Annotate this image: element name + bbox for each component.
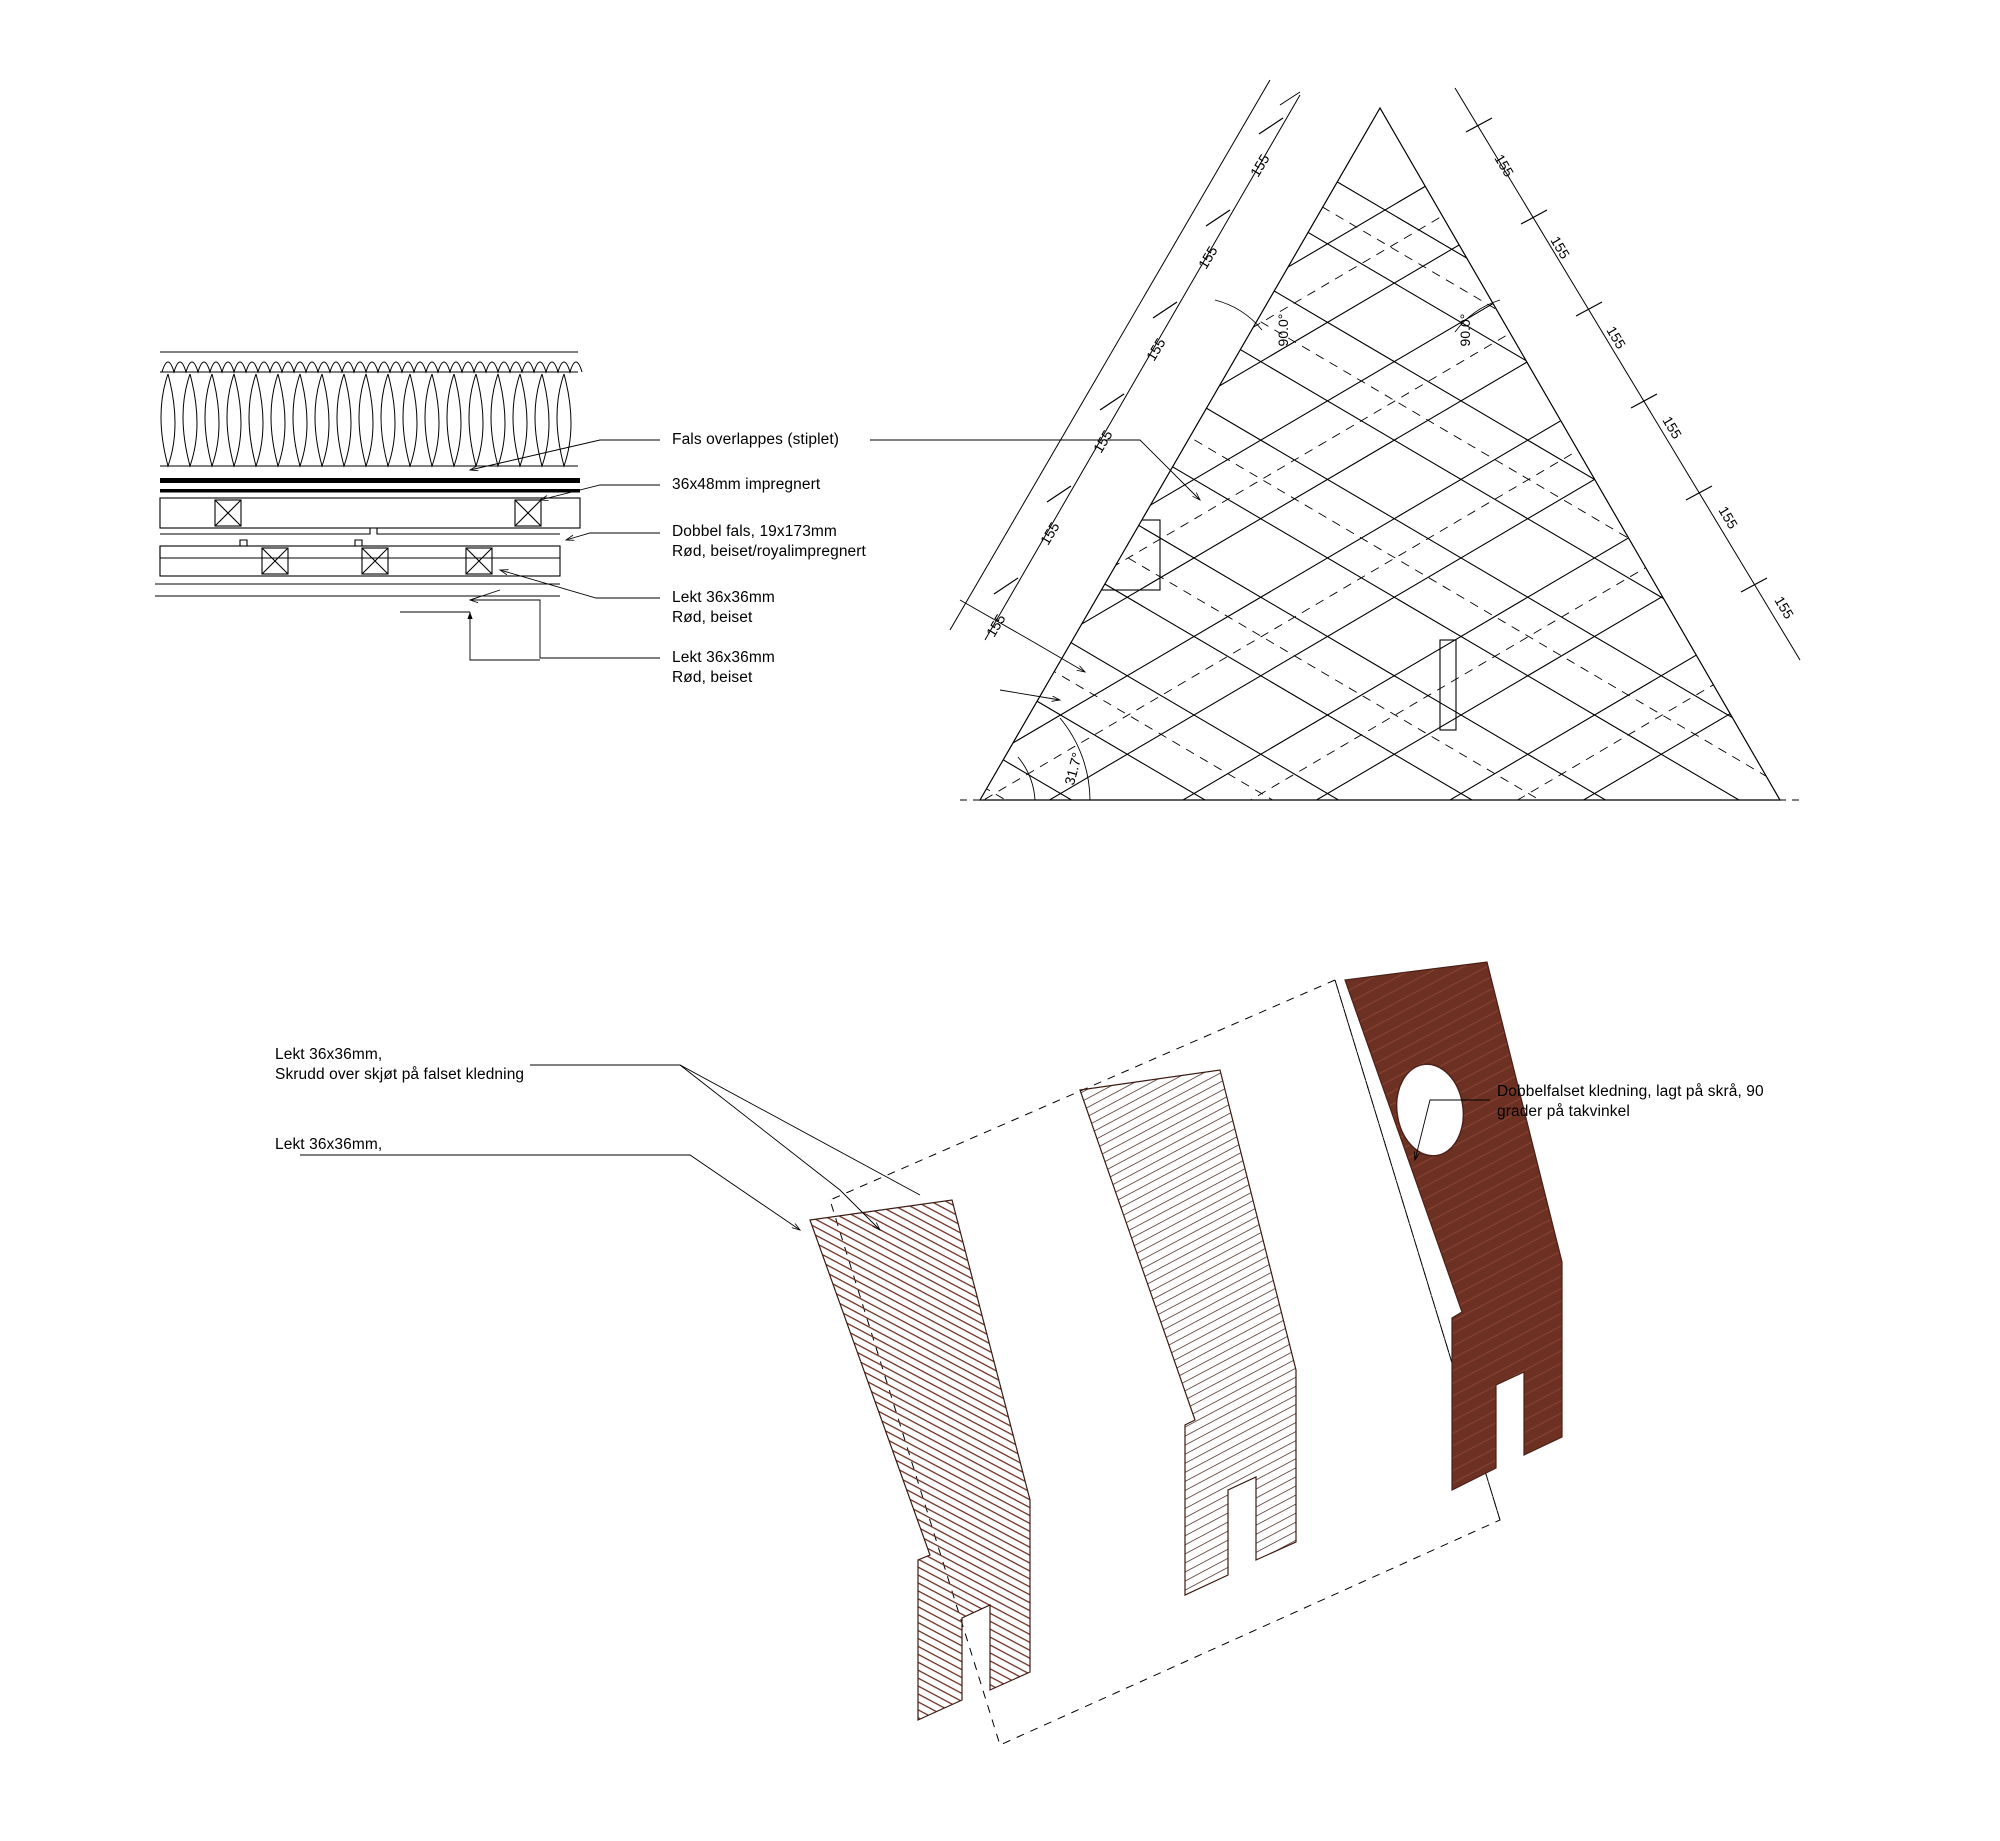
- callout-lekt-2-line1: Lekt 36x36mm: [672, 649, 775, 666]
- callout-lekt-1-line1: Lekt 36x36mm: [672, 589, 775, 606]
- callout-lekt-plain: [275, 1135, 382, 1155]
- callout-dobbel-fals: [672, 522, 866, 562]
- layer-batten-front: [1080, 1070, 1296, 1595]
- callout-dobbel-fals-line1: Dobbel fals, 19x173mm: [672, 523, 837, 540]
- angle-roof-pitch: 31.7°: [1061, 750, 1086, 787]
- callout-fals-overlap: Fals overlappes (stiplet): [672, 431, 840, 448]
- callout-lekt-1: [672, 588, 775, 628]
- dim-right-6: 155: [1771, 593, 1798, 622]
- dim-left-4: 155: [1089, 427, 1116, 456]
- dim-left-3: 155: [1142, 335, 1169, 364]
- callout-lekt-2: [672, 648, 775, 688]
- callout-lekt-1-line2: Rød, beiset: [672, 609, 753, 626]
- dim-left-1: 155: [1246, 151, 1273, 180]
- dim-left-2: 155: [1194, 243, 1221, 272]
- callout-lekt-plain-line1: Lekt 36x36mm,: [275, 1136, 383, 1153]
- layer-batten-back: [810, 1200, 1030, 1720]
- callout-lekt-skrudd-line2: Skrudd over skjøt på falset kledning: [275, 1066, 525, 1083]
- dim-left-6: 155: [982, 611, 1009, 640]
- callout-dobbelfalset-kledning-line1: Dobbelfalset kledning, lagt på skrå, 90: [1497, 1083, 1764, 1100]
- callout-lekt-2-line2: Rød, beiset: [672, 669, 753, 686]
- callout-dobbelfalset-kledning-line2: grader på takvinkel: [1497, 1103, 1630, 1120]
- dim-right-2: 155: [1547, 233, 1574, 262]
- dim-left-5: 155: [1036, 519, 1063, 548]
- angle-left-90: 90.0°: [1275, 313, 1291, 347]
- dim-right-4: 155: [1659, 413, 1686, 442]
- callout-dobbel-fals-line2: Rød, beiset/royalimpregnert: [672, 543, 866, 560]
- section-detail-graphic: [155, 352, 660, 660]
- callout-dobbelfalset-kledning: [1497, 1082, 1764, 1122]
- dim-right-1: 155: [1491, 151, 1518, 180]
- angle-right-90: 90.0°: [1457, 313, 1473, 347]
- dim-right-5: 155: [1715, 503, 1742, 532]
- callout-impregnert-lekt: 36x48mm impregnert: [672, 476, 821, 493]
- dim-right-3: 155: [1603, 323, 1630, 352]
- callout-lekt-skrudd-line1: Lekt 36x36mm,: [275, 1046, 383, 1063]
- callout-lekt-skrudd: [275, 1045, 524, 1085]
- layer-cladding: [1345, 962, 1562, 1490]
